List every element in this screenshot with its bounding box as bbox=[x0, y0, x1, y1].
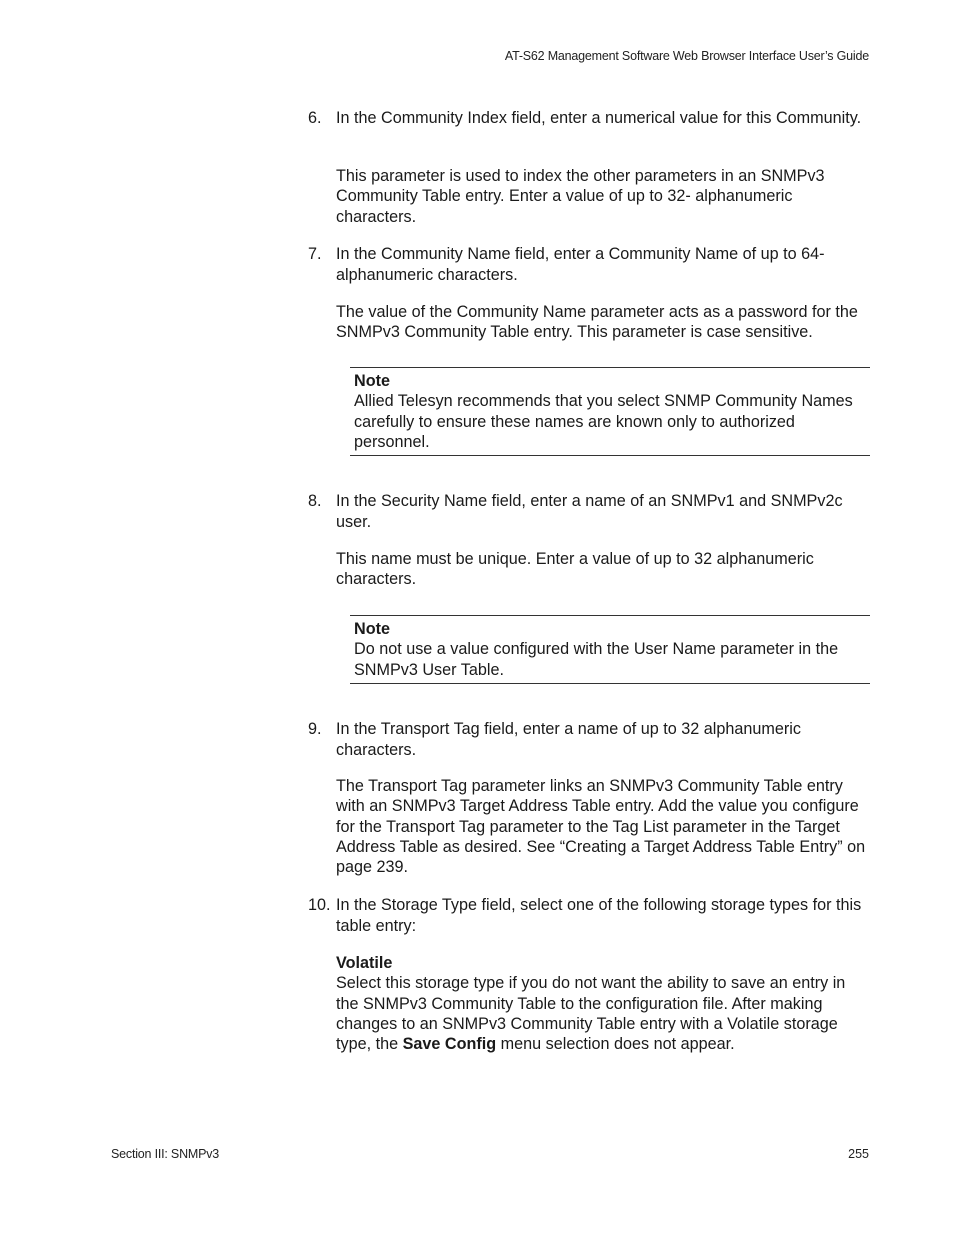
volatile-text bbox=[336, 973, 870, 1054]
volatile-text-before: Select this storage type if you do not want the ability to save an entry in the SNMPv3 Community Table to the configuration file. After making changes to an SNMPv3 Community Table entry with a Volatile storage type, the bbox=[336, 974, 846, 1054]
step-7 bbox=[308, 244, 870, 285]
paragraph-community-name: The value of the Community Name parameter acts as a password for the SNMPv3 Community Table entry. This parameter is case sensitive. bbox=[336, 303, 858, 342]
volatile-heading: Volatile bbox=[336, 954, 393, 972]
step-number: 6. bbox=[308, 109, 322, 127]
step-number: 7. bbox=[308, 245, 322, 263]
paragraph-community-index: This parameter is used to index the other parameters in an SNMPv3 Community Table entry. Enter a value of up to 32- alphanumeric characters. bbox=[336, 167, 825, 226]
footer-section: Section III: SNMPv3 bbox=[111, 1147, 220, 1161]
save-config-term: Save Config bbox=[402, 1035, 497, 1054]
step-10 bbox=[308, 895, 870, 936]
paragraph-security-name: This name must be unique. Enter a value of up to 32 alphanumeric characters. bbox=[336, 550, 814, 589]
step-6 bbox=[308, 108, 870, 129]
step-number: 8. bbox=[308, 492, 322, 510]
step-text: In the Transport Tag field, enter a name of up to 32 alphanumeric characters. bbox=[336, 720, 801, 759]
step-text: In the Security Name field, enter a name of an SNMPv1 and SNMPv2c user. bbox=[336, 492, 843, 531]
step-number: 10. bbox=[308, 896, 331, 914]
note-text: Do not use a value configured with the User Name parameter in the SNMPv3 User Table. bbox=[354, 640, 839, 679]
step-8 bbox=[308, 491, 870, 532]
step-text: In the Community Name field, enter a Community Name of up to 64-alphanumeric characters. bbox=[336, 245, 825, 284]
note-heading: Note bbox=[354, 372, 390, 390]
step-text: In the Storage Type field, select one of the following storage types for this table entry: bbox=[336, 896, 862, 935]
note-box bbox=[350, 615, 870, 684]
note-box bbox=[350, 367, 870, 456]
step-9 bbox=[308, 719, 870, 760]
running-header: AT-S62 Management Software Web Browser Interface User’s Guide bbox=[504, 49, 869, 63]
volatile-text-after: menu selection does not appear. bbox=[496, 1035, 735, 1054]
note-text: Allied Telesyn recommends that you select SNMP Community Names carefully to ensure these names are known only to authorized personnel. bbox=[354, 392, 853, 451]
step-text: In the Community Index field, enter a numerical value for this Community. bbox=[336, 109, 862, 127]
volatile-section bbox=[336, 953, 870, 1054]
paragraph-transport-tag: The Transport Tag parameter links an SNMPv3 Community Table entry with an SNMPv3 Target Address Table entry. Add the value you configure for the Transport Tag parameter to the Tag List parameter in the Target Address Table as desired. See “Creating a Target Address Table Entry” on page 239. bbox=[336, 777, 866, 877]
note-heading: Note bbox=[354, 620, 390, 638]
step-number: 9. bbox=[308, 720, 322, 738]
page-number: 255 bbox=[848, 1147, 869, 1161]
